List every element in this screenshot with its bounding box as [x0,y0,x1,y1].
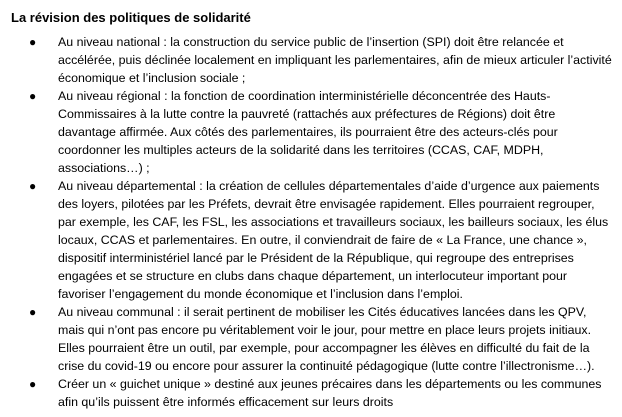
bullet-icon: ● [29,305,37,319]
bullet-list [11,33,612,411]
list-item-text: Au niveau national : la construction du service public de l’insertion (SPI) doit être relancée et accélérée, puis déclinée localement en impliquant les parlementaires, afin de mieux articuler l’activité économique et l’inclusion sociale ; [58,35,612,85]
list-item-text: Au niveau communal : il serait pertinent de mobiliser les Cités éducatives lancées dans les QPV, mais qui n’ont pas encore pu véritablement voir le jour, pour mettre en place leurs projets initiaux. Elles pourraient être un outil, par exemple, pour accompagner les élèves en difficulté du fait de la crise du covid-19 ou encore pour assurer la continuité pédagogique (lutte contre l’illectronisme…). [58,305,595,373]
bullet-icon: ● [29,377,37,391]
list-item [11,33,612,87]
list-item [11,87,612,177]
list-item [11,177,612,303]
list-item [11,375,612,411]
bullet-icon: ● [29,179,37,193]
list-item-text: Créer un « guichet unique » destiné aux jeunes précaires dans les départements ou les communes afin qu’ils puissent être informés efficacement sur leurs droits [58,377,602,409]
bullet-icon: ● [29,89,37,103]
list-item-text: Au niveau régional : la fonction de coordination interministérielle déconcentrée des Hauts-Commissaires à la lutte contre la pauvreté (rattachés aux préfectures de Régions) doit être davantage affirmée. Aux côtés des parlementaires, ils pourraient être des acteurs-clés pour coordonner les multiples acteurs de la solidarité dans les territoires (CCAS, CAF, MDPH, associations…) ; [58,89,558,175]
list-item [11,303,612,375]
list-item-text: Au niveau départemental : la création de cellules départementales d’aide d’urgence aux paiements des loyers, pilotées par les Préfets, devrait être envisagée rapidement. Elles pourraient regrouper, par exemple, les CAF, les FSL, les associations et travailleurs sociaux, les bailleurs sociaux, les élus locaux, CCAS et parlementaires. En outre, il conviendrait de faire de « La France, une chance », dispositif interministériel lancé par le Président de la République, qui regroupe des entreprises engagées et se structure en clubs dans chaque département, un interlocuteur important pour favoriser l’engagement du monde économique et l’inclusion dans l’emploi. [58,179,609,301]
section-title: La révision des politiques de solidarité [11,10,251,25]
bullet-icon: ● [29,35,37,49]
